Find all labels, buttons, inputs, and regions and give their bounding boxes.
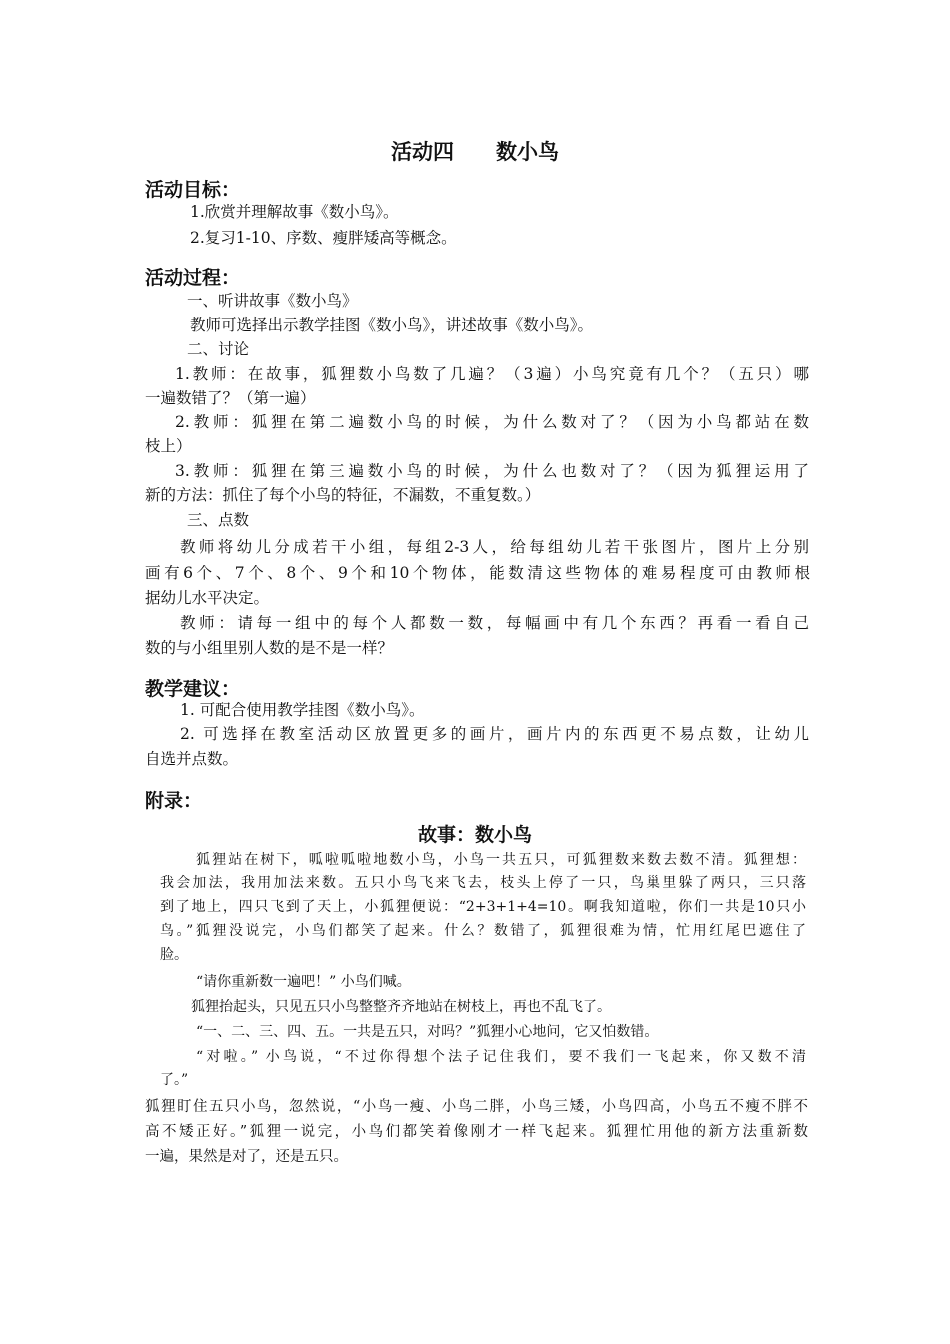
page-title: 活动四 数小鸟 (391, 140, 559, 164)
process-line: 新的方法：抓住了每个小鸟的特征，不漏数，不重复数。） (145, 486, 541, 504)
process-line: 三、点数 (187, 511, 250, 529)
story-line: 鸟。”狐狸没说完，小鸟们都笑了起来。什么？数错了，狐狸很难为情，忙用红尾巴遮住了 (160, 923, 806, 939)
process-line: 1.教师：在故事，狐狸数小鸟数了几遍？（3遍）小鸟究竟有几个？（五只）哪 (175, 365, 809, 383)
story-line: 狐狸站在树下，呱啦呱啦地数小鸟，小鸟一共五只，可狐狸数来数去数不清。狐狸想： (196, 852, 806, 868)
story-line: 脸。 (160, 947, 188, 963)
process-line: 二、讨论 (187, 340, 250, 358)
story-line: 到了地上，四只飞到了天上，小狐狸便说：“2+3+1+4=10。啊我知道啦，你们一共是10只小 (160, 899, 806, 915)
process-line: 3.教师：狐狸在第三遍数小鸟的时候，为什么也数对了？（因为狐狸运用了 (175, 462, 809, 480)
goals-heading: 活动目标： (145, 179, 241, 201)
process-line: 枝上） (145, 437, 192, 455)
story-line: “对啦。” 小鸟说，“不过你得想个法子记住我们，要不我们一飞起来，你又数不清 (196, 1049, 806, 1065)
suggestion-line: 自选并点数。 (145, 750, 239, 768)
suggestions-heading: 教学建议： (145, 678, 241, 700)
process-line: 一遍数错了？（第一遍） (145, 389, 316, 407)
story-closing-line: 狐狸盯住五只小鸟，忽然说，“小鸟一瘦、小鸟二胖，小鸟三矮，小鸟四高，小鸟五不瘦不胖不 (145, 1099, 808, 1115)
process-line: 教师：请每一组中的每个人都数一数，每幅画中有几个东西？再看一看自己 (180, 614, 809, 632)
story-closing-line: 高不矮正好。”狐狸一说完，小鸟们都笑着像刚才一样飞起来。狐狸忙用他的新方法重新数 (145, 1124, 808, 1140)
story-line: “请你重新数一遍吧！” 小鸟们喊。 (196, 974, 411, 990)
process-line: 画有6个、7个、8个、9个和10个物体，能数清这些物体的难易程度可由教师根 (145, 564, 810, 582)
story-closing-line: 一遍，果然是对了，还是五只。 (145, 1149, 348, 1165)
story-line: 了。” (160, 1072, 189, 1088)
process-line: 数的与小组里别人数的是不是一样？ (145, 639, 394, 657)
process-line: 据幼儿水平决定。 (145, 589, 270, 607)
suggestion-line: 1. 可配合使用教学挂图《数小鸟》。 (180, 701, 425, 719)
story-title: 故事：数小鸟 (417, 824, 532, 846)
story-line: “一、二、三、四、五。一共是五只，对吗？”狐狸小心地问，它又怕数错。 (196, 1024, 659, 1040)
process-heading: 活动过程： (145, 267, 241, 289)
goal-item: 1.欣赏并理解故事《数小鸟》。 (190, 203, 399, 221)
process-line: 一、听讲故事《数小鸟》 (187, 292, 358, 310)
appendix-heading: 附录： (145, 790, 203, 812)
process-line: 教师可选择出示教学挂图《数小鸟》，讲述故事《数小鸟》。 (190, 316, 594, 334)
goal-item: 2.复习1-10、序数、瘦胖矮高等概念。 (190, 229, 457, 247)
suggestion-line: 2. 可选择在教室活动区放置更多的画片，画片内的东西更不易点数，让幼儿 (180, 725, 809, 743)
process-line: 教师将幼儿分成若干小组，每组2-3人，给每组幼儿若干张图片，图片上分别 (180, 538, 809, 556)
process-line: 2.教师：狐狸在第二遍数小鸟的时候，为什么数对了？（因为小鸟都站在数 (175, 413, 809, 431)
story-line: 我会加法，我用加法来数。五只小鸟飞来飞去，枝头上停了一只，鸟巢里躲了两只，三只落 (160, 875, 806, 891)
story-line: 狐狸抬起头，只见五只小鸟整整齐齐地站在树枝上，再也不乱飞了。 (191, 999, 611, 1015)
